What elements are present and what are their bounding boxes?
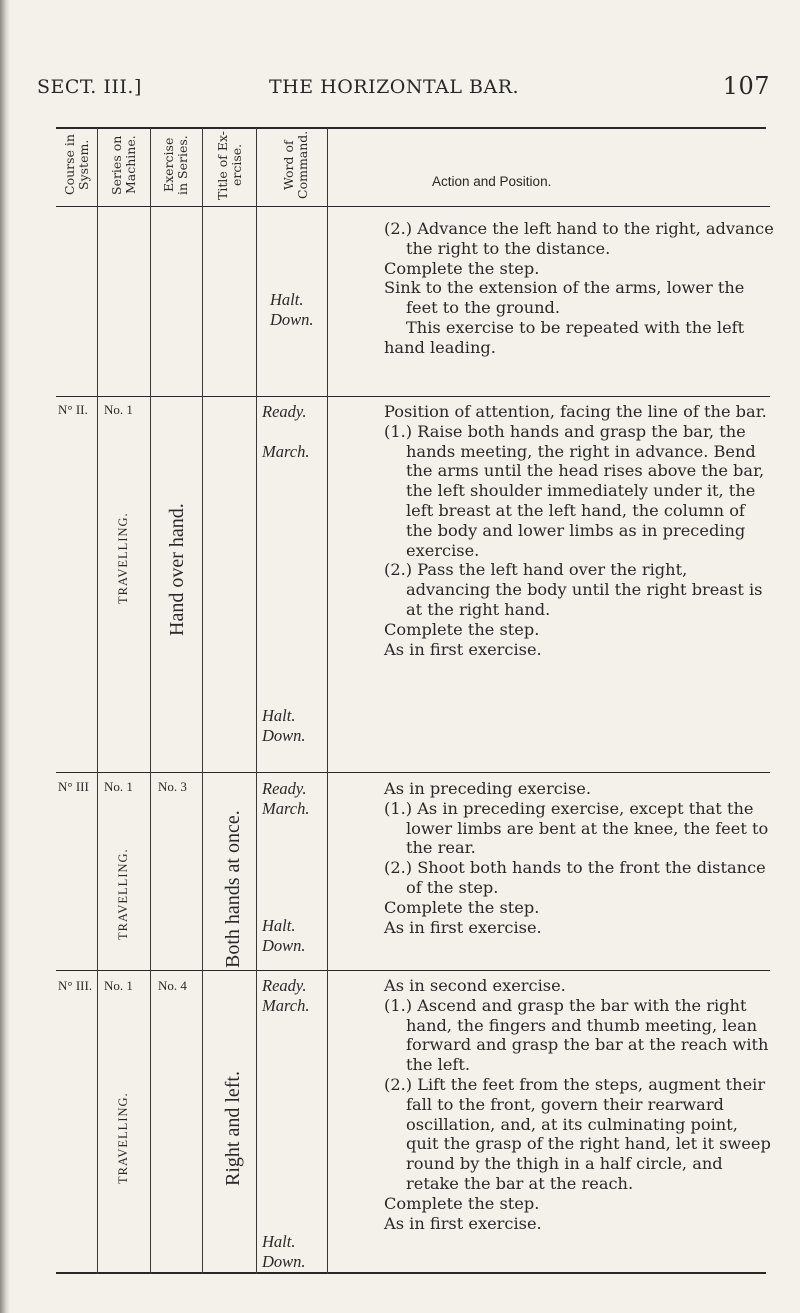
action-line: As in first exercise. (384, 1213, 542, 1233)
action-text-block (384, 219, 774, 358)
action-line: This exercise to be repeated with the left hand leading. (384, 317, 745, 357)
command-march: March. (262, 442, 310, 461)
column-header-exercise: Exercise in Series. (161, 135, 190, 195)
action-line: (1.) As in preceding exercise, except that the lower limbs are bent at the knee, the feet to the rear. (384, 798, 769, 858)
action-line: Position of attention, facing the line of the bar. (384, 402, 767, 421)
action-line: (2.) Shoot both hands to the front the distance of the step. (384, 858, 766, 897)
page-binding-shadow (0, 0, 10, 1313)
series-number: No. 1 (104, 978, 133, 993)
command-halt: Halt. (262, 916, 296, 935)
command-halt: Halt. (270, 290, 304, 309)
series-word: TRAVELLING. (116, 512, 130, 604)
exercise-title: Hand over hand. (166, 503, 188, 636)
action-line: As in first exercise. (384, 639, 542, 659)
series-word: TRAVELLING. (116, 1092, 130, 1184)
command-halt: Halt. (262, 706, 296, 725)
action-line: (1.) Raise both hands and grasp the bar, the hands meeting, the right in advance. Bend the arms until the head rises above the bar, the left shoulder immediately under it, the left breast at the left hand, the column of the body and lower limbs as in preceding exercise. (384, 421, 765, 560)
course-number: N° III. (58, 978, 93, 993)
command-down: Down. (270, 310, 314, 329)
action-line: As in first exercise. (384, 917, 542, 937)
command-down: Down. (262, 1252, 306, 1271)
row-divider-1 (56, 396, 770, 397)
course-number: N° II. (58, 402, 88, 417)
action-line: (1.) Ascend and grasp the bar with the right hand, the fingers and thumb meeting, lean forward and grasp the bar at the reach with the left. (384, 995, 769, 1075)
action-line: As in preceding exercise. (384, 779, 591, 798)
command-march: March. (262, 996, 310, 1015)
command-march: March. (262, 799, 310, 818)
table-bottom-rule (56, 1272, 766, 1274)
column-header-action: Action and Position. (432, 174, 552, 189)
running-header (37, 72, 770, 116)
action-line: As in second exercise. (384, 976, 566, 995)
action-line: (2.) Lift the feet from the steps, augment their fall to the front, govern their rearward oscillation, and, at its culminating point, quit the grasp of the right hand, let it sweep round by the thigh in a half circle, and retake the bar at the reach. (384, 1074, 771, 1193)
page-title: THE HORIZONTAL BAR. (269, 76, 520, 98)
action-text-block (384, 976, 774, 1233)
command-down: Down. (262, 936, 306, 955)
command-ready: Ready. (262, 402, 307, 421)
series-number: No. 1 (104, 402, 133, 417)
action-text-block (384, 779, 774, 937)
column-header-series: Series on Machine. (109, 135, 138, 195)
exercise-number: No. 4 (158, 978, 187, 993)
command-ready: Ready. (262, 976, 307, 995)
action-line: Complete the step. (384, 619, 540, 639)
section-label: SECT. III.] (37, 76, 142, 98)
header-bottom-rule (56, 206, 770, 207)
command-halt: Halt. (262, 1232, 296, 1251)
action-line: (2.) Pass the left hand over the right, advancing the body until the right breast is at the right hand. (384, 560, 763, 619)
column-divider-2 (150, 128, 151, 1274)
column-header-title: Title of Ex-ercise. (215, 130, 244, 200)
action-line: Sink to the extension of the arms, lower the feet to the ground. (384, 278, 745, 318)
column-divider-5 (327, 128, 328, 1274)
row-divider-2 (56, 772, 770, 773)
exercise-title: Right and left. (222, 1071, 244, 1186)
column-header-course: Course in System. (62, 134, 91, 196)
exercise-title: Both hands at once. (222, 810, 244, 968)
column-divider-1 (97, 128, 98, 1274)
column-header-command: Word of Command. (281, 130, 310, 200)
action-line: Complete the step. (384, 897, 540, 917)
action-line: Complete the step. (384, 1193, 540, 1213)
series-word: TRAVELLING. (116, 848, 130, 940)
action-line: Complete the step. (384, 258, 540, 278)
action-text-block (384, 402, 774, 659)
page-number: 107 (722, 72, 770, 100)
command-down: Down. (262, 726, 306, 745)
series-number: No. 1 (104, 779, 133, 794)
action-line: (2.) Advance the left hand to the right, advance the right to the distance. (384, 219, 774, 258)
row-divider-3 (56, 970, 770, 971)
exercise-number: No. 3 (158, 779, 187, 794)
column-divider-4 (256, 128, 257, 1274)
command-ready: Ready. (262, 779, 307, 798)
column-divider-3 (202, 128, 203, 1274)
course-number: N° III (58, 779, 89, 794)
table-top-rule (56, 127, 766, 129)
